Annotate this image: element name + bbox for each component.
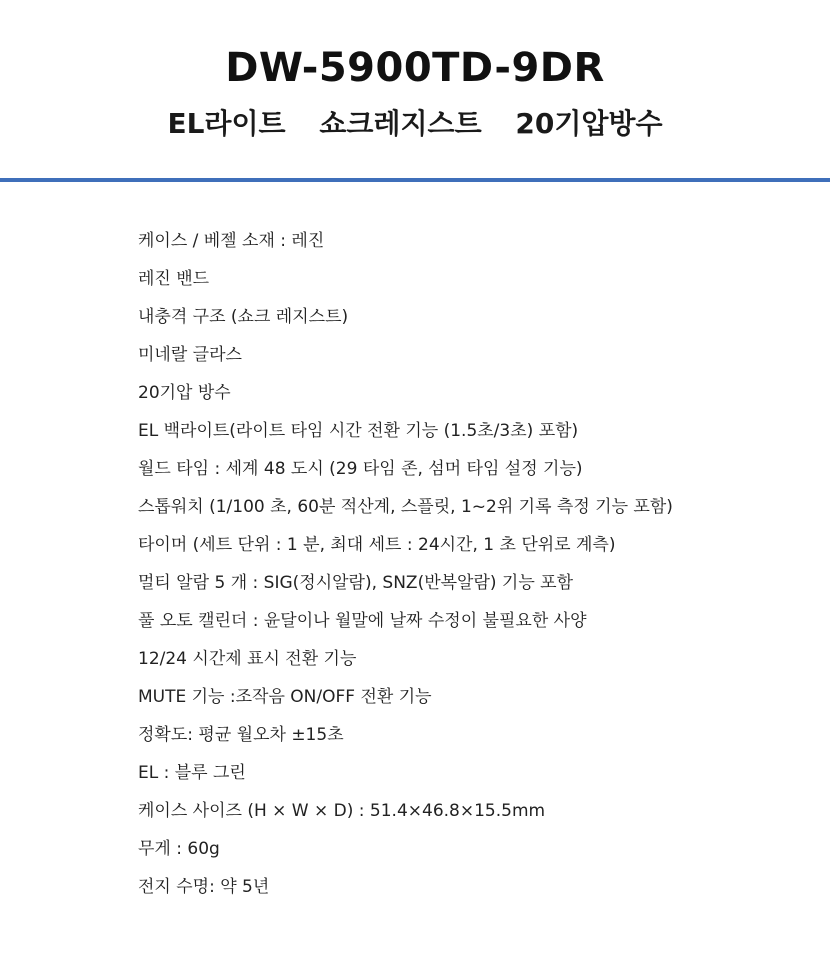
product-header xyxy=(0,0,830,178)
feature-water-resist: 20기압방수 xyxy=(515,107,663,140)
spec-item-case-size: 케이스 사이즈 (H × W × D) : 51.4×46.8×15.5mm xyxy=(138,801,546,821)
spec-item-band: 레진 밴드 xyxy=(138,269,210,289)
feature-subtitle xyxy=(0,104,830,144)
spec-item-accuracy: 정확도: 평균 월오차 ±15초 xyxy=(138,725,344,745)
feature-shock-resist: 쇼크레지스트 xyxy=(319,107,482,140)
spec-list xyxy=(138,222,818,906)
spec-item-glass: 미네랄 글라스 xyxy=(138,345,242,365)
spec-item-timer: 타이머 (세트 단위 : 1 분, 최대 세트 : 24시간, 1 초 단위로 계측) xyxy=(138,535,616,555)
spec-item-case-material: 케이스 / 베젤 소재 : 레진 xyxy=(138,231,325,251)
spec-item-shock-structure: 내충격 구조 (쇼크 레지스트) xyxy=(138,307,349,327)
feature-el-light: EL라이트 xyxy=(167,107,286,140)
spec-item-hour-format: 12/24 시간제 표시 전환 기능 xyxy=(138,649,357,669)
spec-item-backlight: EL 백라이트(라이트 타임 시간 전환 기능 (1.5초/3초) 포함) xyxy=(138,421,579,441)
header-divider xyxy=(0,178,830,182)
spec-item-water-resist: 20기압 방수 xyxy=(138,383,231,403)
spec-item-weight: 무게 : 60g xyxy=(138,839,220,859)
spec-item-mute: MUTE 기능 :조작음 ON/OFF 전환 기능 xyxy=(138,687,432,707)
spec-item-alarm: 멀티 알람 5 개 : SIG(정시알람), SNZ(반복알람) 기능 포함 xyxy=(138,573,574,593)
model-title: DW-5900TD-9DR xyxy=(225,45,605,91)
spec-item-el-color: EL : 블루 그린 xyxy=(138,763,246,783)
spec-item-calendar: 풀 오토 캘린더 : 윤달이나 월말에 날짜 수정이 불필요한 사양 xyxy=(138,611,587,631)
spec-item-battery: 전지 수명: 약 5년 xyxy=(138,877,270,897)
spec-item-world-time: 월드 타임 : 세계 48 도시 (29 타임 존, 섬머 타임 설정 기능) xyxy=(138,459,583,479)
spec-item-stopwatch: 스톱워치 (1/100 초, 60분 적산계, 스플릿, 1~2위 기록 측정 기능 포함) xyxy=(138,497,673,517)
